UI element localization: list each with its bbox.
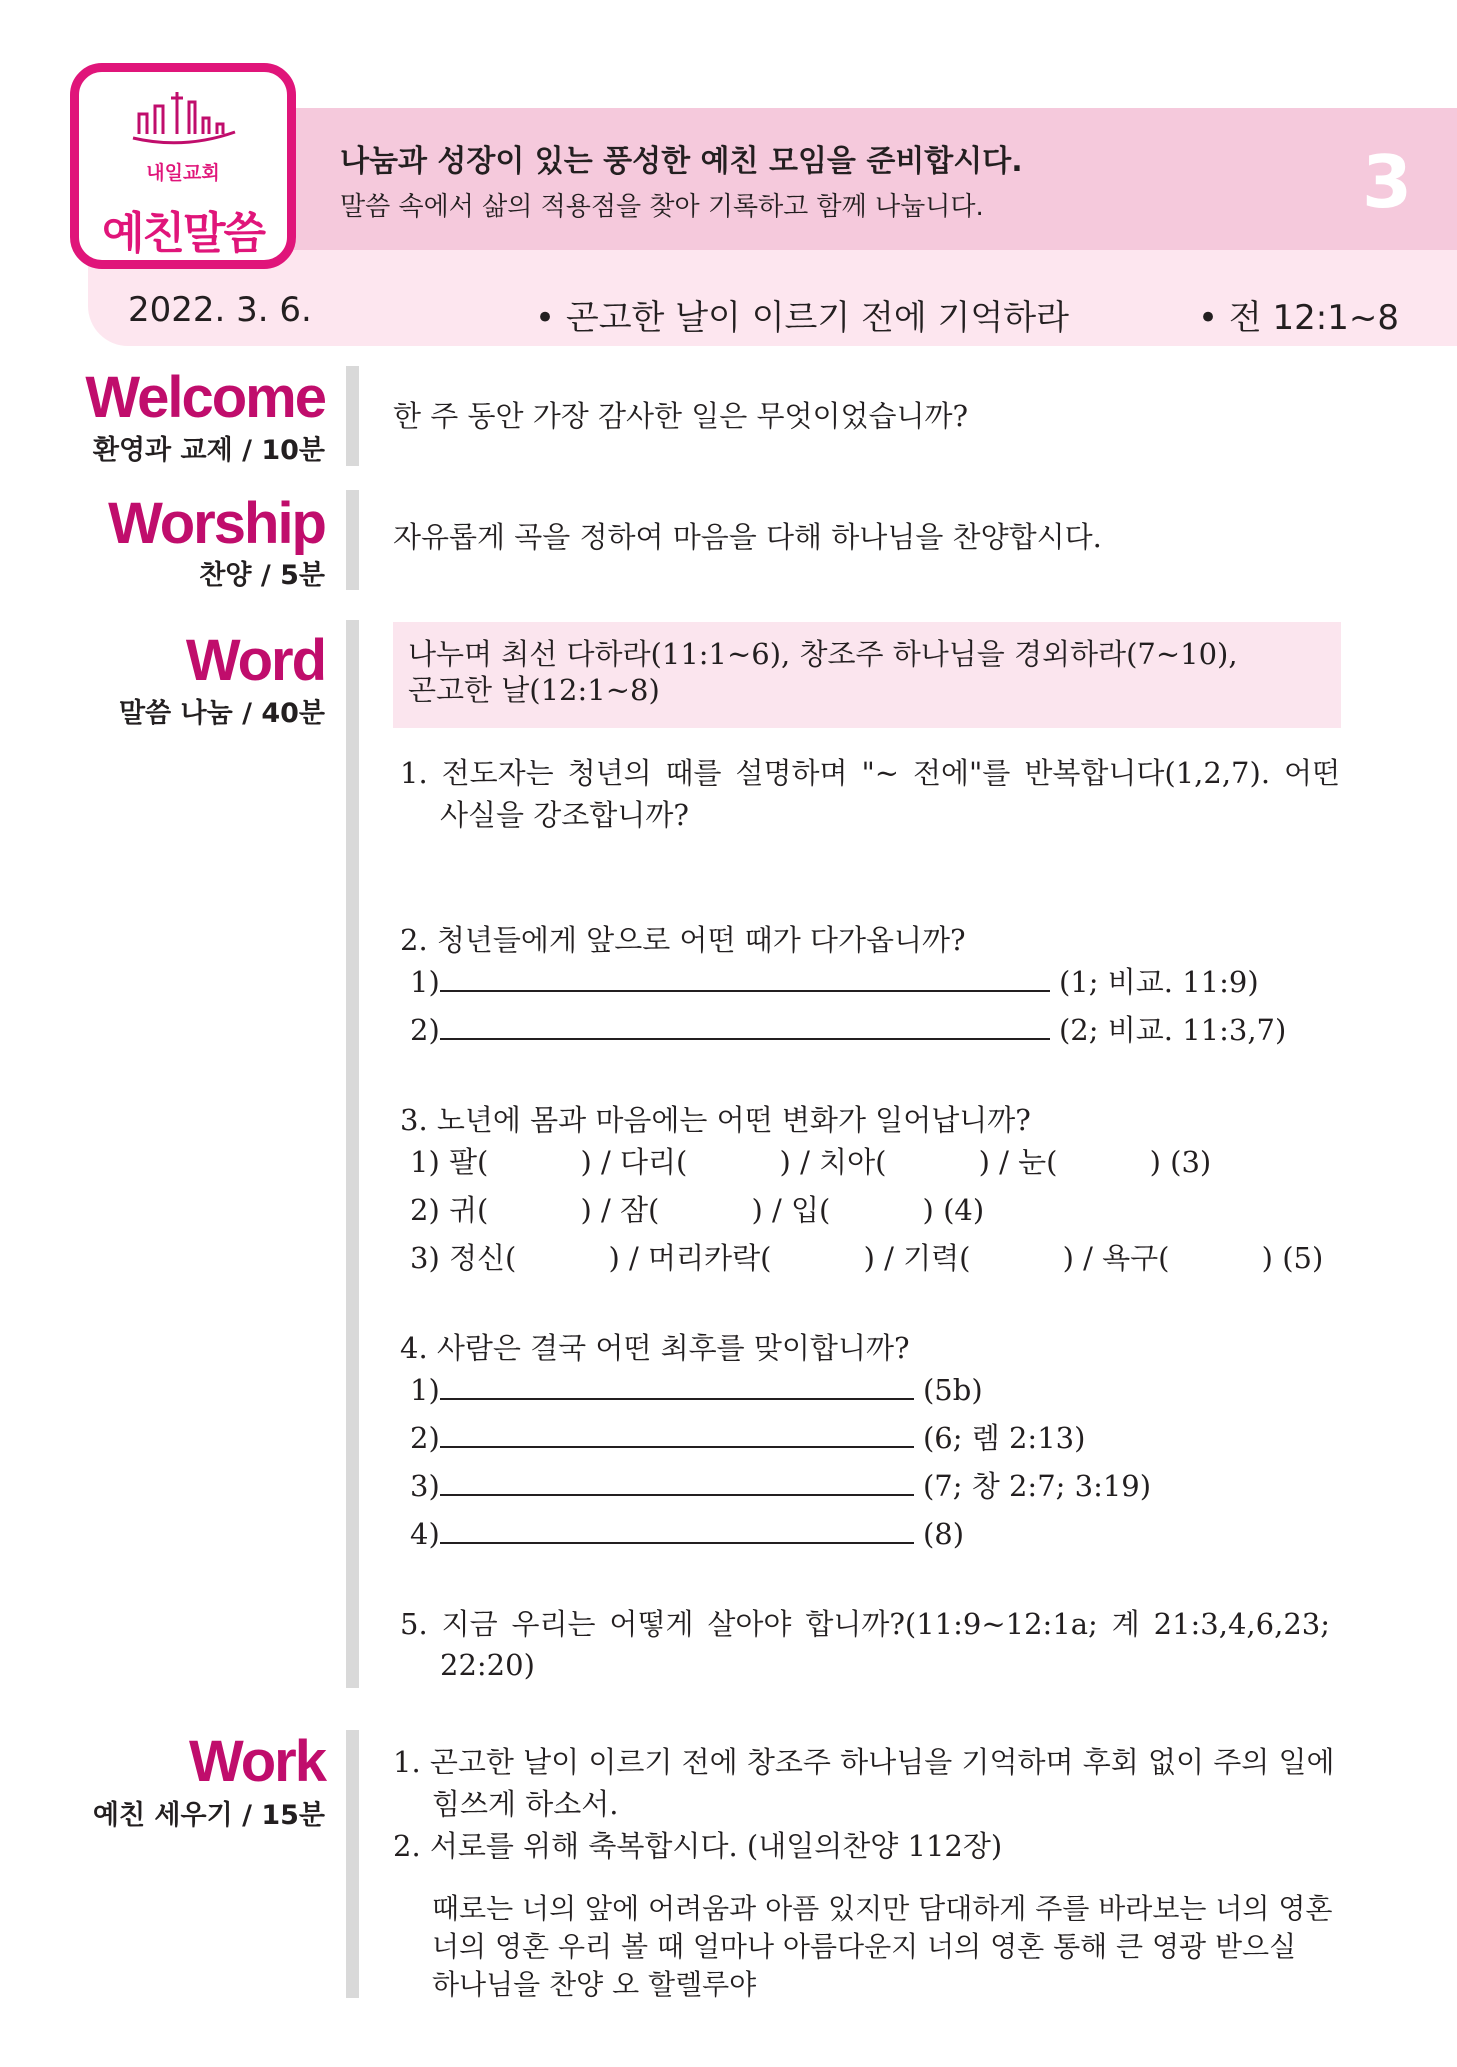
answer-line: 1) (1; 비교. 11:9) — [410, 965, 1259, 999]
divider-bar — [346, 1730, 359, 1998]
divider-bar — [346, 366, 359, 466]
logo-church-name: 내일교회 — [146, 162, 220, 184]
work-title: Work — [189, 1729, 325, 1794]
song-lyrics-line: 때로는 너의 앞에 어려움과 아픔 있지만 담대하게 주를 바라보는 너의 영혼 — [432, 1892, 1333, 1925]
question-5: 5. 지금 우리는 어떻게 살아야 합니까?(11:9~12:1a; 계 21:3,4,6,23; — [400, 1607, 1330, 1641]
answer-line: 2) (6; 렘 2:13) — [410, 1421, 1086, 1455]
song-lyrics-line: 하나님을 찬양 오 할렐루야 — [432, 1968, 757, 2001]
welcome-text: 한 주 동안 가장 감사한 일은 무엇이었습니까? — [393, 399, 969, 433]
logo-title: 예친말씀 — [101, 208, 264, 259]
divider-bar — [346, 490, 359, 590]
question-4: 4. 사람은 결국 어떤 최후를 맞이합니까? — [400, 1331, 910, 1365]
question-1-cont: 사실을 강조합니까? — [440, 798, 689, 832]
word-summary-line: 나누며 최선 다하라(11:1~6), 창조주 하나님을 경외하라(7~10), — [408, 637, 1238, 671]
question-1: 1. 전도자는 청년의 때를 설명하며 "~ 전에"를 반복합니다(1,2,7). 어떤 — [400, 756, 1340, 790]
answer-line: 2) (2; 비교. 11:3,7) — [410, 1013, 1287, 1047]
question-5-cont: 22:20) — [440, 1648, 535, 1682]
church-skyline-icon — [129, 84, 239, 154]
fill-in-line: 3) 정신( ) / 머리카락( ) / 기력( ) / 욕구( ) (5) — [410, 1241, 1324, 1275]
worship-subtitle: 찬양 / 5분 — [199, 560, 325, 591]
church-logo — [70, 63, 296, 269]
header-subline: 말씀 속에서 삶의 적용점을 찾아 기록하고 함께 나눕니다. — [340, 192, 984, 222]
song-lyrics-line: 너의 영혼 우리 볼 때 얼마나 아름다운지 너의 영혼 통해 큰 영광 받으실 — [432, 1930, 1297, 1963]
divider-bar — [346, 620, 359, 1688]
word-subtitle: 말씀 나눔 / 40분 — [118, 698, 325, 729]
header-headline: 나눔과 성장이 있는 풍성한 예친 모임을 준비합시다. — [340, 144, 1023, 179]
word-title: Word — [185, 628, 325, 693]
answer-line: 3) (7; 창 2:7; 3:19) — [410, 1469, 1152, 1503]
fill-in-line: 2) 귀( ) / 잠( ) / 입( ) (4) — [410, 1193, 985, 1227]
word-summary-line: 곤고한 날(12:1~8) — [408, 673, 660, 707]
work-item-2: 2. 서로를 위해 축복합시다. (내일의찬양 112장) — [393, 1829, 1003, 1863]
sermon-topic: • 곤고한 날이 이르기 전에 기억하라 — [535, 298, 1069, 338]
work-item-1-cont: 힘쓰게 하소서. — [432, 1787, 619, 1821]
worship-title: Worship — [108, 491, 325, 556]
scripture-reference: • 전 12:1~8 — [1198, 298, 1399, 338]
work-subtitle: 예친 세우기 / 15분 — [92, 1800, 325, 1831]
work-item-1: 1. 곤고한 날이 이르기 전에 창조주 하나님을 기억하며 후회 없이 주의 일에 — [393, 1745, 1335, 1779]
worship-text: 자유롭게 곡을 정하여 마음을 다해 하나님을 찬양합시다. — [393, 520, 1102, 554]
date: 2022. 3. 6. — [128, 290, 312, 330]
answer-line: 1) (5b) — [410, 1373, 983, 1407]
welcome-subtitle: 환영과 교제 / 10분 — [92, 435, 325, 466]
question-3: 3. 노년에 몸과 마음에는 어떤 변화가 일어납니까? — [400, 1103, 1031, 1137]
question-2: 2. 청년들에게 앞으로 어떤 때가 다가옵니까? — [400, 923, 966, 957]
welcome-title: Welcome — [85, 365, 325, 430]
answer-line: 4) (8) — [410, 1517, 965, 1551]
page-number: 3 — [1362, 140, 1413, 224]
fill-in-line: 1) 팔( ) / 다리( ) / 치아( ) / 눈( ) (3) — [410, 1145, 1212, 1179]
